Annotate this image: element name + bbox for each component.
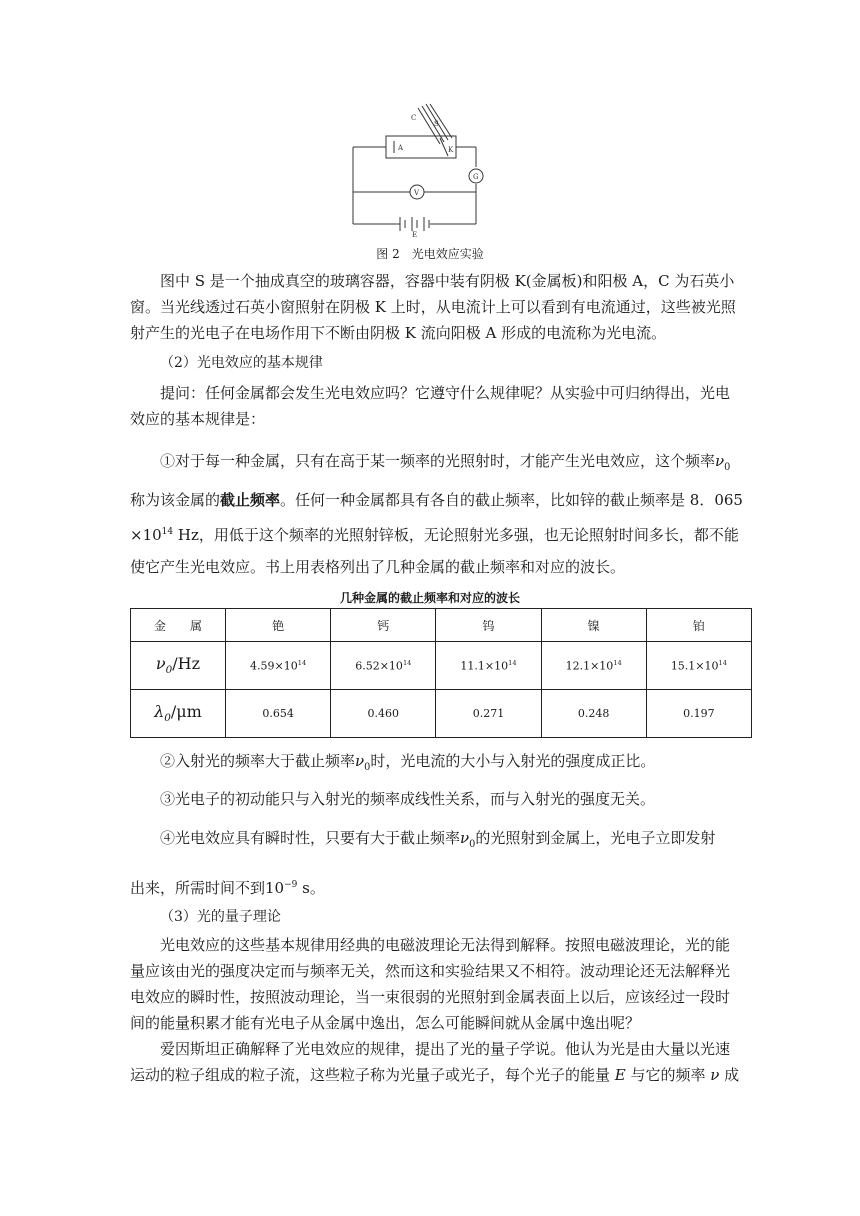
- paragraph-rule-1: ①对于每一种金属，只有在高于某一频率的光照射时，才能产生光电效应，这个频率$\nu_0$ 称为该金属的截止频率。任何一种金属都具有各自的截止频率，比如锌的截止频率是 8．065 $\times 10^{14}$ Hz，用低于这个频率的光照射锌板，无论照射光多强，也无论照射时间多长，都不能 使它产生光电效应。书上用表格列出了几种金属的截止频率和对应的波长。: [130, 452, 743, 576]
- svg-text:A: A: [398, 144, 404, 152]
- paragraph-rule-2: ②入射光的频率大于截止频率$\nu_0$时，光电流的大小与入射光的强度成正比。: [160, 752, 656, 773]
- vacuum-tube: [386, 136, 456, 158]
- paragraph-rule-3: ③光电子的初动能只与入射光的频率成线性关系，而与入射光的强度无关。: [160, 790, 656, 808]
- paragraph-rule-4: ④光电效应具有瞬时性，只要有大于截止频率$\nu_0$的光照射到金属上，光电子立即发射 出来，所需时间不到$10^{-9}$ s。: [130, 829, 716, 897]
- table-title: 几种金属的截止频率和对应的波长: [339, 591, 520, 605]
- paragraph-question: 提问：任何金属都会发生光电效应吗？它遵守什么规律呢？从实验中可归纳得出，光电 效应的基本规律是：: [130, 384, 731, 428]
- section-heading-3: （3）光的量子理论: [160, 909, 281, 925]
- figure-caption: 图 2 光电效应实验: [376, 247, 484, 261]
- paragraph-description: 图中 S 是一个抽成真空的玻璃容器，容器中装有阴极 K(金属板)和阳极 A，C 为石英小 窗。当光线透过石英小窗照射在阴极 K 上时，从电流计上可以看到有电流通过，这些被光照 射产生的光电子在电场作用下不断由阴极 K 流向阳极 A 形成的电流称为光电流。: [130, 272, 736, 342]
- term-cutoff-frequency: 截止频率: [220, 491, 281, 509]
- svg-text:S: S: [434, 120, 439, 128]
- table-header-row: 金 属 铯 钙 钨 镍 铂: [131, 609, 752, 642]
- paragraph-einstein: 爱因斯坦正确解释了光电效应的规律，提出了光的量子学说。他认为光是由大量以光速 运动的粒子组成的粒子流，这些粒子称为光量子或光子，每个光子的能量 E 与它的频率 ν 成: [130, 1040, 740, 1084]
- svg-text:E: E: [412, 231, 418, 239]
- photoelectric-circuit-diagram: [348, 104, 488, 239]
- cutoff-frequency-table: [130, 608, 752, 738]
- svg-text:K: K: [448, 146, 454, 154]
- paragraph-wave-theory: 光电效应的这些基本规律用经典的电磁波理论无法得到解释。按照电磁波理论，光的能 量应该由光的强度决定而与频率无关，然而这和实验结果又不相符。波动理论还无法解释光 电效应的瞬时性，按照波动理论，当一束很弱的光照射到金属表面上以后，应该经过一段时 间的能量积累才能有光电子从金属中逸出，怎么可能瞬间就从金属中逸出呢？: [130, 936, 731, 1032]
- table-row-frequency: $\nu_0/Hz$ $4.59\times 10^{14}$ $6.52\times 10^{14}$ $11.1\times 10^{14}$ $12.1\times 10^{14}$ $15.1\times 10^{14}$: [131, 642, 752, 690]
- section-heading-2: （2）光电效应的基本规律: [160, 355, 323, 371]
- svg-text:V: V: [414, 189, 420, 197]
- table-row-wavelength: $\lambda_0/\mu m$ 0.654 0.460 0.271 0.248 0.197: [131, 690, 752, 738]
- svg-text:G: G: [473, 173, 479, 181]
- svg-text:C: C: [411, 114, 417, 122]
